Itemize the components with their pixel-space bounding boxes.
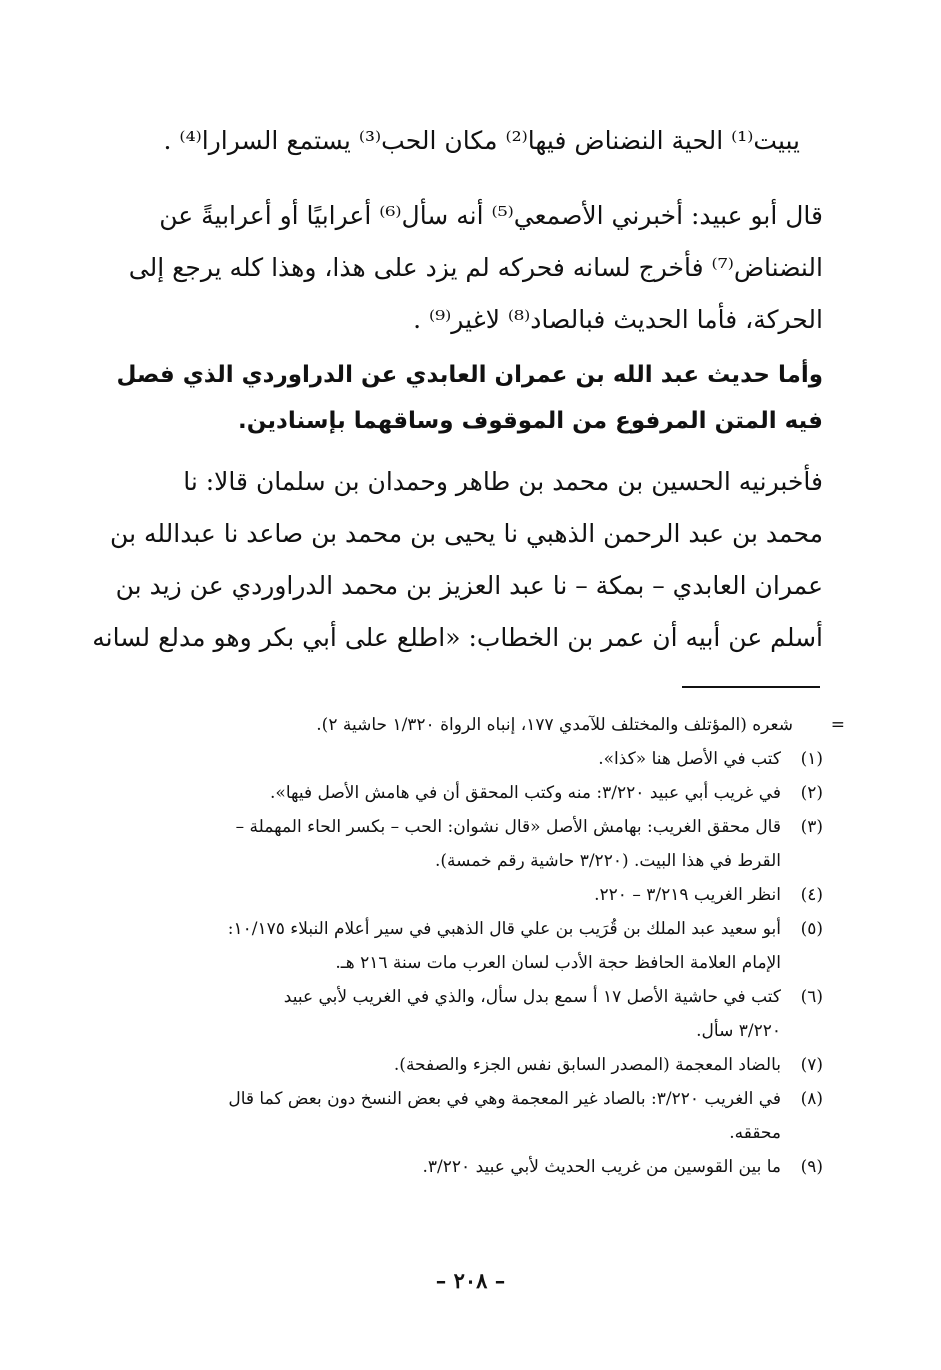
continuation-text: شعره (المؤتلف والمختلف للآمدي ١٧٧، إنباه الرواة ١/٣٢٠ حاشية ٢). (316, 715, 793, 735)
footnote-line: أبو سعيد عبد الملك بن قُرَيب بن علي قال الذهبي في سير أعلام النبلاء ١٠/١٧٥: (227, 919, 781, 939)
paragraph-isnad (92, 456, 823, 664)
footnote-line: كتب في حاشية الأصل ١٧ أ سمع بدل سأل، والذي في الغريب لأبي عبيد (283, 987, 781, 1007)
text-line: عمران العابدي – بمكة – نا عبد العزيز بن محمد الدراوردي عن زيد بن (115, 571, 823, 600)
footnote-number: (٩) (800, 1157, 823, 1177)
footnote-line: كتب في الأصل هنا «كذا». (598, 749, 781, 769)
poetry-verse: يبيت⁽¹⁾ الحية النضناض فيها⁽²⁾ مكان الحب⁽³⁾ يستمع السرارا⁽⁴⁾ . (163, 126, 800, 155)
footnote-number: (٣) (800, 817, 823, 837)
footnote-number: (٧) (800, 1055, 823, 1075)
footnote-4 (108, 878, 823, 912)
heading-line: وأما حديث عبد الله بن عمران العابدي عن الدراوردي الذي فصل (116, 362, 823, 388)
text-line: أسلم عن أبيه أن عمر بن الخطاب: «اطلع على أبي بكر وهو مدلع لسانه (92, 623, 823, 652)
page-number: – ٢٠٨ – (435, 1268, 506, 1293)
footnote-line: انظر الغريب ٣/٢١٩ – ٢٢٠. (594, 885, 781, 905)
footnote-line: بالضاد المعجمة (المصدر السابق نفس الجزء والصفحة). (393, 1055, 781, 1075)
footnote-separator (682, 686, 820, 688)
footnote-number: (١) (800, 749, 823, 769)
footnote-line: في غريب أبي عبيد ٣/٢٢٠: منه وكتب المحقق أن في هامش الأصل فيها». (270, 783, 781, 803)
footnote-line: قال محقق الغريب: بهامش الأصل «قال نشوان: الحب – بكسر الحاء المهملة – (235, 817, 781, 837)
text-line: قال أبو عبيد: أخبرني الأصمعي⁽⁵⁾ أنه سأل⁽⁶⁾ أعرابيًا أو أعرابيةً عن (159, 201, 823, 230)
section-heading (108, 352, 823, 444)
footnote-9 (108, 1150, 823, 1184)
footnote-line: ما بين القوسين من غريب الحديث لأبي عبيد ٣/٢٢٠. (422, 1157, 781, 1177)
footnote-7 (108, 1048, 823, 1082)
footnote-line: الإمام العلامة الحافظ حجة الأدب لسان العرب مات سنة ٢١٦ هـ. (335, 953, 781, 973)
text-line: النضناض⁽⁷⁾ فأخرج لسانه فحركه لم يزد على هذا، وهذا كله يرجع إلى (128, 253, 823, 282)
text-line: الحركة، فأما الحديث فبالصاد⁽⁸⁾ لاغير⁽⁹⁾ . (413, 305, 823, 334)
footnote-2 (108, 776, 823, 810)
footnote-8 (108, 1082, 823, 1150)
heading-line: فيه المتن المرفوع من الموقوف وساقهما بإسنادين. (237, 408, 823, 434)
footnote-number: (٢) (800, 783, 823, 803)
footnote-number: (٦) (800, 987, 823, 1007)
footnote-line: محققه. (729, 1123, 781, 1143)
paragraph-abu-ubaid (108, 190, 823, 346)
text-line: فأخبرنيه الحسين بن محمد بن طاهر وحمدان بن سلمان قالا: نا (183, 467, 823, 496)
footnote-3 (108, 810, 823, 878)
footnote-number: (٨) (800, 1089, 823, 1109)
text-line: محمد بن عبد الرحمن الذهبي نا يحيى بن محمد بن صاعد نا عبدالله بن (110, 519, 823, 548)
footnote-continuation (108, 708, 845, 742)
footnote-line: القرط في هذا البيت. (٣/٢٢٠ حاشية رقم خمسة). (435, 851, 781, 871)
footnotes (108, 708, 845, 1184)
footnote-1 (108, 742, 823, 776)
footnote-number: (٤) (800, 885, 823, 905)
continuation-marker: = (830, 715, 845, 735)
footnote-number: (٥) (800, 919, 823, 939)
footnote-5 (108, 912, 823, 980)
footnote-line: في الغريب ٣/٢٢٠: بالصاد غير المعجمة وهي في بعض النسخ دون بعض كما قال (228, 1089, 781, 1109)
footnote-6 (108, 980, 823, 1048)
footnote-line: ٣/٢٢٠ سأل. (696, 1021, 781, 1041)
